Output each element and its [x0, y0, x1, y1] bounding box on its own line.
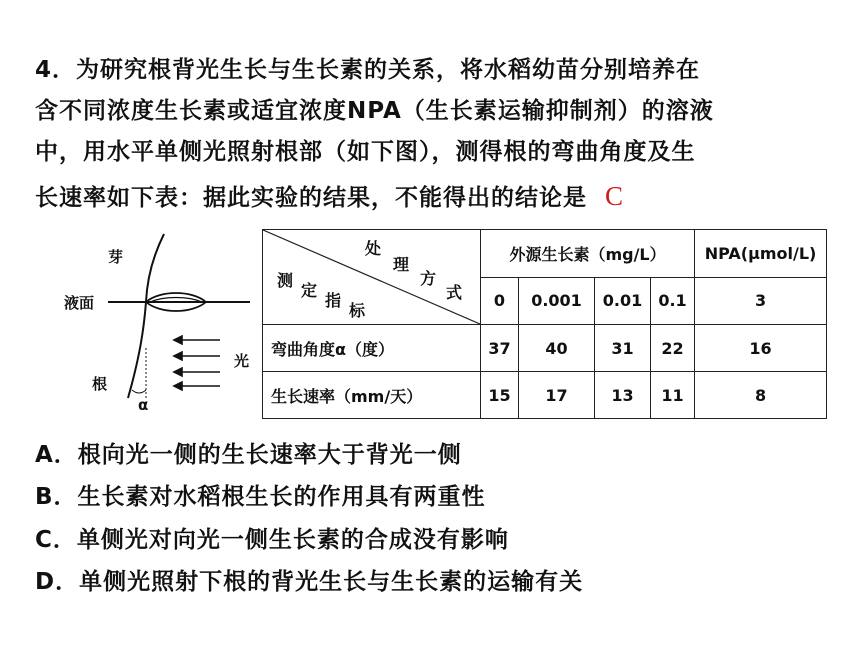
corner-measure-2: 定: [301, 281, 318, 300]
table-row: [263, 372, 827, 419]
concentration-3: 0.1: [651, 277, 695, 325]
table-cell: 22: [651, 325, 695, 372]
surface-label: 液面: [64, 294, 95, 312]
bud-label: 芽: [108, 248, 124, 266]
table-cell: 37: [481, 325, 519, 372]
root-label: 根: [92, 375, 108, 393]
corner-measure-1: 测: [277, 271, 294, 290]
npa-group-header: NPA(μmol/L): [695, 230, 827, 278]
question-line-3: 中，用水平单侧光照射根部（如下图），测得根的弯曲角度及生: [35, 139, 696, 165]
angle-arc: [132, 390, 146, 393]
table-cell: 15: [481, 372, 519, 419]
corner-treatment-2: 理: [393, 255, 410, 274]
root-line: [128, 302, 146, 398]
option-c[interactable]: C．单侧光对向光一侧生长素的合成没有影响: [35, 527, 509, 553]
table-cell: 40: [519, 325, 595, 372]
option-d[interactable]: D．单侧光照射下根的背光生长与生长素的运输有关: [35, 569, 584, 595]
npa-concentration: 3: [695, 277, 827, 325]
results-table: [262, 229, 827, 419]
seedling-diagram: [60, 228, 260, 418]
option-a[interactable]: A．根向光一侧的生长速率大于背光一侧: [35, 442, 462, 468]
table-cell: 31: [595, 325, 651, 372]
concentration-1: 0.001: [519, 277, 595, 325]
table-cell: 8: [695, 372, 827, 419]
table-row: [263, 325, 827, 372]
row-label-rate: 生长速率（mm/天）: [263, 372, 481, 419]
angle-label: α: [138, 396, 149, 414]
table-corner-cell: [263, 230, 481, 325]
light-arrowhead-4: [174, 382, 182, 390]
corner-treatment-1: 处: [365, 239, 382, 258]
concentration-2: 0.01: [595, 277, 651, 325]
answer-mark: C: [605, 181, 625, 211]
corner-measure-3: 指: [325, 291, 342, 310]
question-line-1: 4．为研究根背光生长与生长素的关系，将水稻幼苗分别培养在: [35, 57, 701, 83]
question-line-2: 含不同浓度生长素或适宜浓度NPA（生长素运输抑制剂）的溶液: [35, 98, 714, 124]
auxin-group-header: 外源生长素（mg/L）: [481, 230, 695, 278]
light-label: 光: [234, 352, 250, 370]
question-line-4: [35, 181, 624, 213]
corner-treatment-3: 方: [420, 269, 437, 288]
table-cell: 11: [651, 372, 695, 419]
row-label-angle: 弯曲角度α（度）: [263, 325, 481, 372]
table-cell: 13: [595, 372, 651, 419]
corner-treatment-4: 式: [446, 283, 463, 302]
question-line-4-text: 长速率如下表：据此实验的结果，不能得出的结论是: [35, 185, 587, 211]
table-cell: 17: [519, 372, 595, 419]
shoot-line: [146, 234, 164, 302]
light-arrowhead-1: [174, 336, 182, 344]
option-b[interactable]: B．生长素对水稻根生长的作用具有两重性: [35, 484, 486, 510]
table-cell: 16: [695, 325, 827, 372]
light-arrowhead-3: [174, 368, 182, 376]
corner-measure-4: 标: [349, 301, 366, 320]
concentration-0: 0: [481, 277, 519, 325]
light-arrowhead-2: [174, 352, 182, 360]
